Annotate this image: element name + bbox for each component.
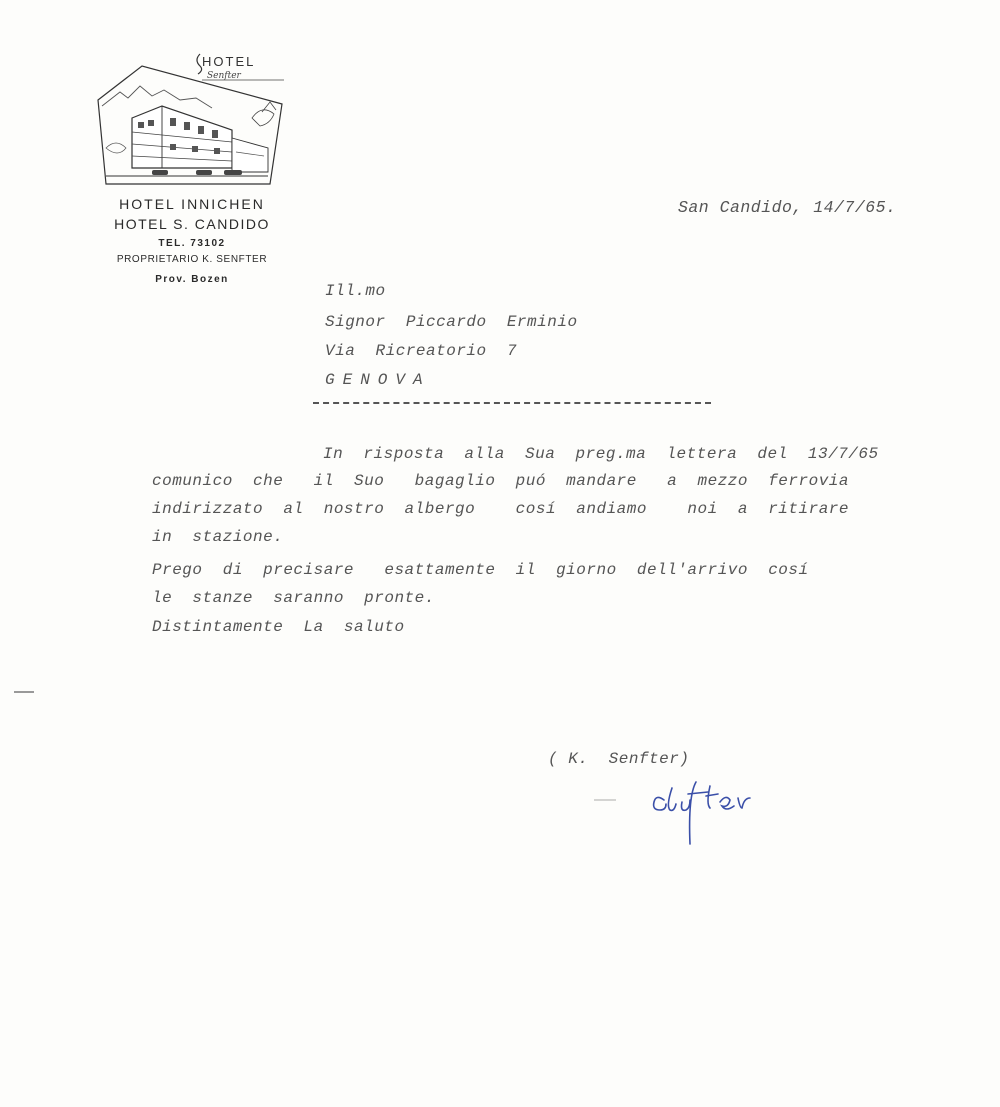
- body-line: in stazione.: [152, 528, 284, 546]
- recipient-street: Via Ricreatorio 7: [325, 342, 517, 360]
- hotel-logo: [92, 48, 292, 188]
- hotel-phone: TEL. 73102: [158, 238, 226, 249]
- body-line: indirizzato al nostro albergo cosí andiamo noi a ritirare: [152, 500, 850, 518]
- letter-date: San Candido, 14/7/65.: [678, 198, 897, 217]
- body-line: le stanze saranno pronte.: [152, 589, 435, 607]
- handwritten-signature: [592, 778, 752, 853]
- body-line: Prego di precisare esattamente il giorno dell'arrivo cosí: [152, 561, 809, 579]
- hotel-name-2: HOTEL S. CANDIDO: [114, 216, 270, 232]
- recipient-city: GENOVA: [325, 371, 431, 389]
- svg-text:Senfter: Senfter: [207, 71, 241, 81]
- hotel-proprietor: PROPRIETARIO K. SENFTER: [116, 254, 268, 265]
- hotel-province: Prov. Bozen: [155, 274, 229, 285]
- margin-mark: [14, 691, 34, 693]
- svg-text:HOTEL: HOTEL: [202, 54, 256, 69]
- body-line: comunico che il Suo bagaglio puó mandare a mezzo ferrovia: [152, 472, 850, 490]
- recipient-salutation: Ill.mo: [325, 282, 386, 300]
- typed-signature: ( K. Senfter): [548, 750, 690, 768]
- recipient-name: Signor Piccardo Erminio: [325, 313, 578, 331]
- body-line: In risposta alla Sua preg.ma lettera del 13/7/65: [323, 445, 879, 463]
- hotel-name-1: HOTEL INNICHEN: [119, 196, 265, 212]
- body-line: Distintamente La saluto: [152, 618, 405, 636]
- address-divider: [313, 402, 711, 404]
